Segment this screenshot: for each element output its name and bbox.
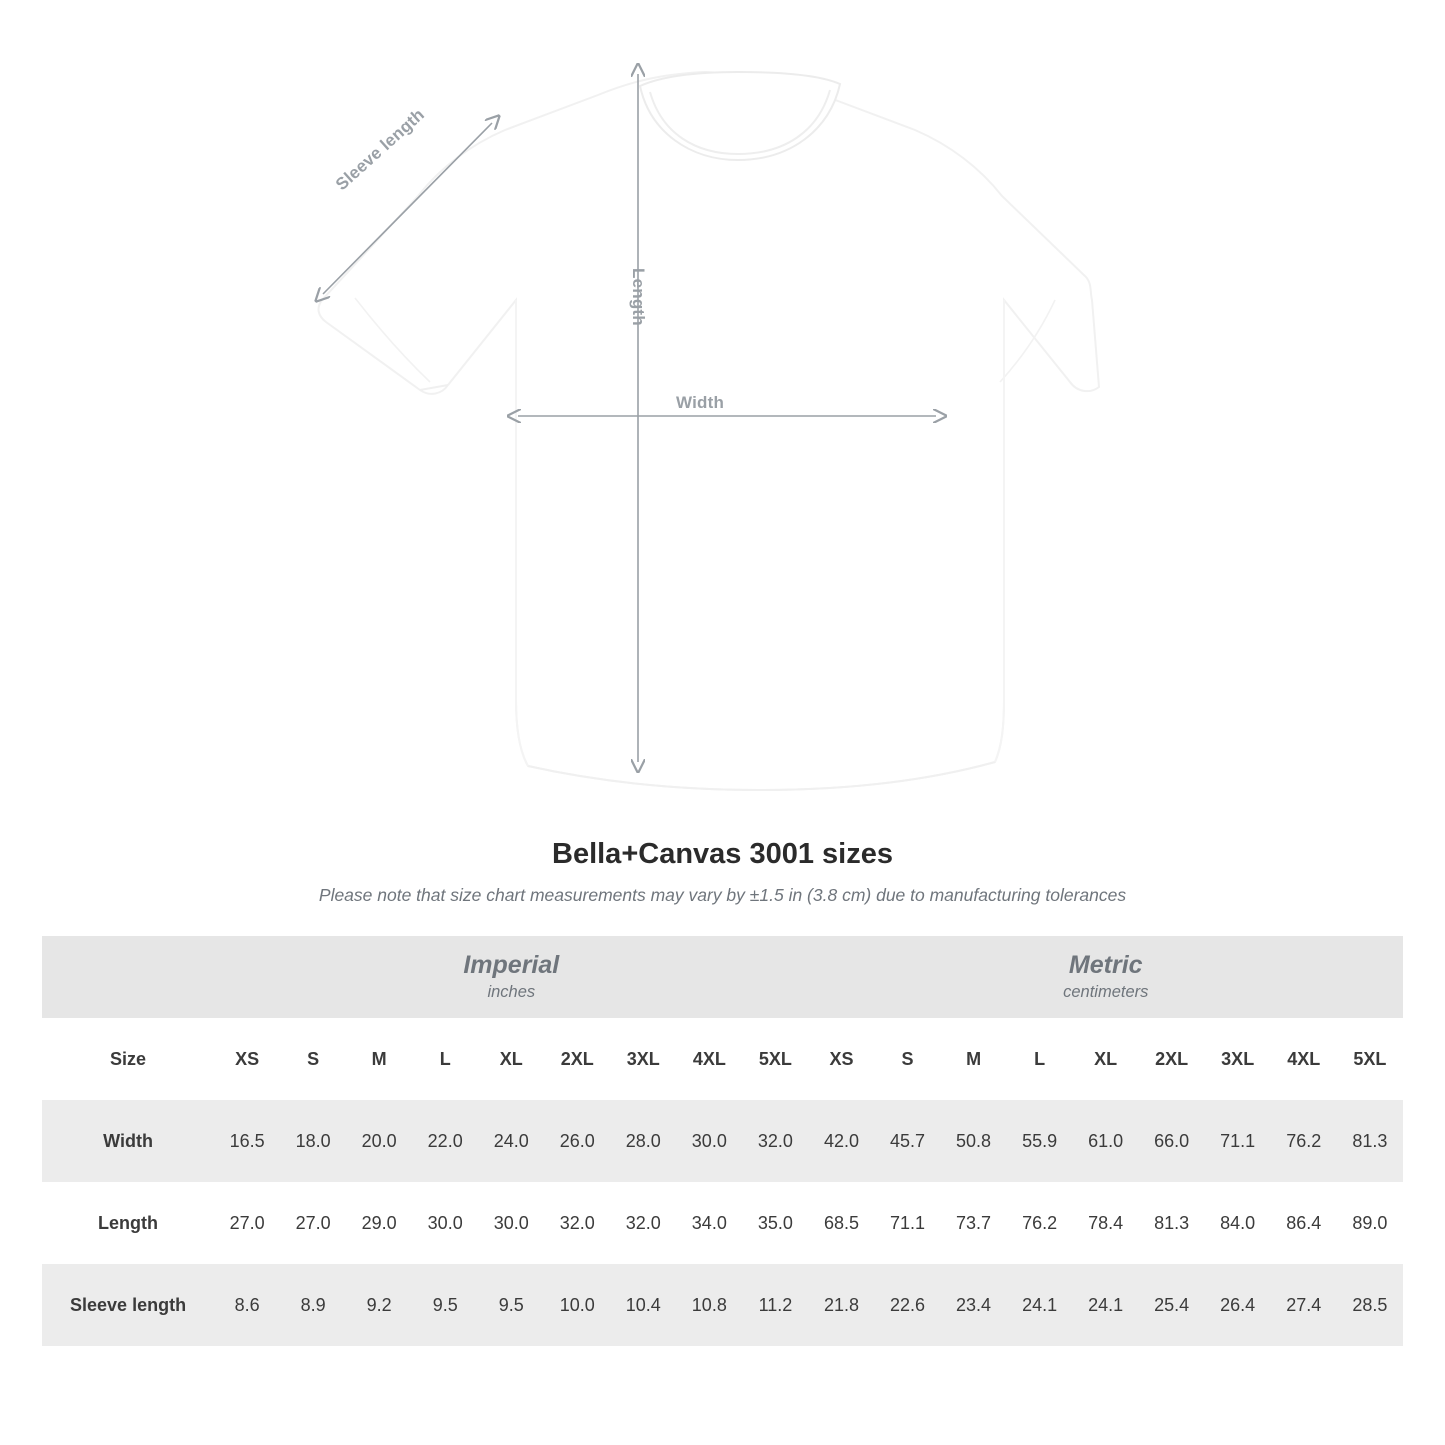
measurement-cell: 81.3 xyxy=(1139,1182,1205,1264)
unit-sub: centimeters xyxy=(1063,982,1149,1001)
measurement-cell: 28.5 xyxy=(1337,1264,1403,1346)
measurement-cell: 25.4 xyxy=(1139,1264,1205,1346)
size-header-cell: L xyxy=(1007,1018,1073,1100)
measurement-cell: 34.0 xyxy=(676,1182,742,1264)
size-header-cell: 5XL xyxy=(742,1018,808,1100)
measurement-cell: 11.2 xyxy=(742,1264,808,1346)
measurement-cell: 32.0 xyxy=(742,1100,808,1182)
unit-sub: inches xyxy=(487,982,536,1001)
page-title: Bella+Canvas 3001 sizes xyxy=(552,838,893,870)
measurement-cell: 22.6 xyxy=(875,1264,941,1346)
measurement-cell: 10.4 xyxy=(610,1264,676,1346)
measurement-cell: 9.5 xyxy=(412,1264,478,1346)
measurement-cell: 28.0 xyxy=(610,1100,676,1182)
measurement-cell: 55.9 xyxy=(1007,1100,1073,1182)
measurement-cell: 71.1 xyxy=(1205,1100,1271,1182)
table-row xyxy=(42,1182,1403,1264)
row-label: Sleeve length xyxy=(42,1264,214,1346)
size-header-cell: 4XL xyxy=(1271,1018,1337,1100)
measurement-cell: 8.6 xyxy=(214,1264,280,1346)
size-header-cell: XL xyxy=(478,1018,544,1100)
size-table-wrapper xyxy=(42,936,1403,1346)
measurement-cell: 42.0 xyxy=(808,1100,874,1182)
measurement-cell: 45.7 xyxy=(875,1100,941,1182)
unit-header-row xyxy=(42,936,1403,1018)
size-header-cell: XS xyxy=(214,1018,280,1100)
measurement-cell: 68.5 xyxy=(808,1182,874,1264)
measurement-cell: 27.4 xyxy=(1271,1264,1337,1346)
measurement-cell: 10.0 xyxy=(544,1264,610,1346)
measurement-cell: 24.1 xyxy=(1007,1264,1073,1346)
size-header-cell: 3XL xyxy=(1205,1018,1271,1100)
sleeve-length-label: Sleeve length xyxy=(332,104,429,195)
measurement-cell: 9.5 xyxy=(478,1264,544,1346)
measurement-cell: 16.5 xyxy=(214,1100,280,1182)
size-table xyxy=(42,936,1403,1346)
measurement-cell: 8.9 xyxy=(280,1264,346,1346)
size-header-cell: 2XL xyxy=(544,1018,610,1100)
unit-name: Imperial xyxy=(463,950,560,979)
table-row xyxy=(42,1100,1403,1182)
measurement-cell: 32.0 xyxy=(544,1182,610,1264)
measurement-cell: 35.0 xyxy=(742,1182,808,1264)
unit-header-spacer xyxy=(42,936,214,1018)
measurement-cell: 27.0 xyxy=(280,1182,346,1264)
size-header-label: Size xyxy=(42,1018,214,1100)
size-header-cell: L xyxy=(412,1018,478,1100)
size-header-row xyxy=(42,1018,1403,1100)
tolerance-note: Please note that size chart measurements may vary by ±1.5 in (3.8 cm) due to manufacturing tolerances xyxy=(318,885,1127,905)
measurement-cell: 24.0 xyxy=(478,1100,544,1182)
measurement-cell: 84.0 xyxy=(1205,1182,1271,1264)
measurement-cell: 10.8 xyxy=(676,1264,742,1346)
size-header-cell: 2XL xyxy=(1139,1018,1205,1100)
width-label: Width xyxy=(676,393,725,412)
unit-header-metric xyxy=(808,936,1403,1018)
row-label: Width xyxy=(42,1100,214,1182)
measurement-cell: 78.4 xyxy=(1073,1182,1139,1264)
measurement-cell: 71.1 xyxy=(875,1182,941,1264)
measurement-cell: 66.0 xyxy=(1139,1100,1205,1182)
measurement-cell: 29.0 xyxy=(346,1182,412,1264)
measurement-cell: 20.0 xyxy=(346,1100,412,1182)
size-header-cell: M xyxy=(346,1018,412,1100)
size-header-cell: S xyxy=(280,1018,346,1100)
unit-header-imperial xyxy=(214,936,808,1018)
measurement-cell: 24.1 xyxy=(1073,1264,1139,1346)
measurement-cell: 27.0 xyxy=(214,1182,280,1264)
size-header-cell: XL xyxy=(1073,1018,1139,1100)
size-header-cell: 4XL xyxy=(676,1018,742,1100)
size-header-cell: 3XL xyxy=(610,1018,676,1100)
size-header-cell: S xyxy=(875,1018,941,1100)
length-label: Length xyxy=(629,268,648,326)
measurement-cell: 50.8 xyxy=(941,1100,1007,1182)
title-block xyxy=(0,838,1445,906)
measurement-cell: 23.4 xyxy=(941,1264,1007,1346)
size-header-cell: M xyxy=(941,1018,1007,1100)
table-row xyxy=(42,1264,1403,1346)
size-header-cell: XS xyxy=(808,1018,874,1100)
measurement-cell: 61.0 xyxy=(1073,1100,1139,1182)
measurement-cell: 76.2 xyxy=(1271,1100,1337,1182)
measurement-cell: 30.0 xyxy=(478,1182,544,1264)
measurement-cell: 18.0 xyxy=(280,1100,346,1182)
row-label: Length xyxy=(42,1182,214,1264)
measurement-cell: 32.0 xyxy=(610,1182,676,1264)
unit-name: Metric xyxy=(1068,950,1143,979)
measurement-cell: 73.7 xyxy=(941,1182,1007,1264)
measurement-cell: 76.2 xyxy=(1007,1182,1073,1264)
measurement-cell: 26.0 xyxy=(544,1100,610,1182)
measurement-cell: 81.3 xyxy=(1337,1100,1403,1182)
measurement-cell: 86.4 xyxy=(1271,1182,1337,1264)
measurement-cell: 21.8 xyxy=(808,1264,874,1346)
measurement-cell: 26.4 xyxy=(1205,1264,1271,1346)
measurement-cell: 9.2 xyxy=(346,1264,412,1346)
measurement-cell: 30.0 xyxy=(412,1182,478,1264)
measurement-cell: 22.0 xyxy=(412,1100,478,1182)
size-header-cell: 5XL xyxy=(1337,1018,1403,1100)
measurement-cell: 89.0 xyxy=(1337,1182,1403,1264)
measurement-cell: 30.0 xyxy=(676,1100,742,1182)
